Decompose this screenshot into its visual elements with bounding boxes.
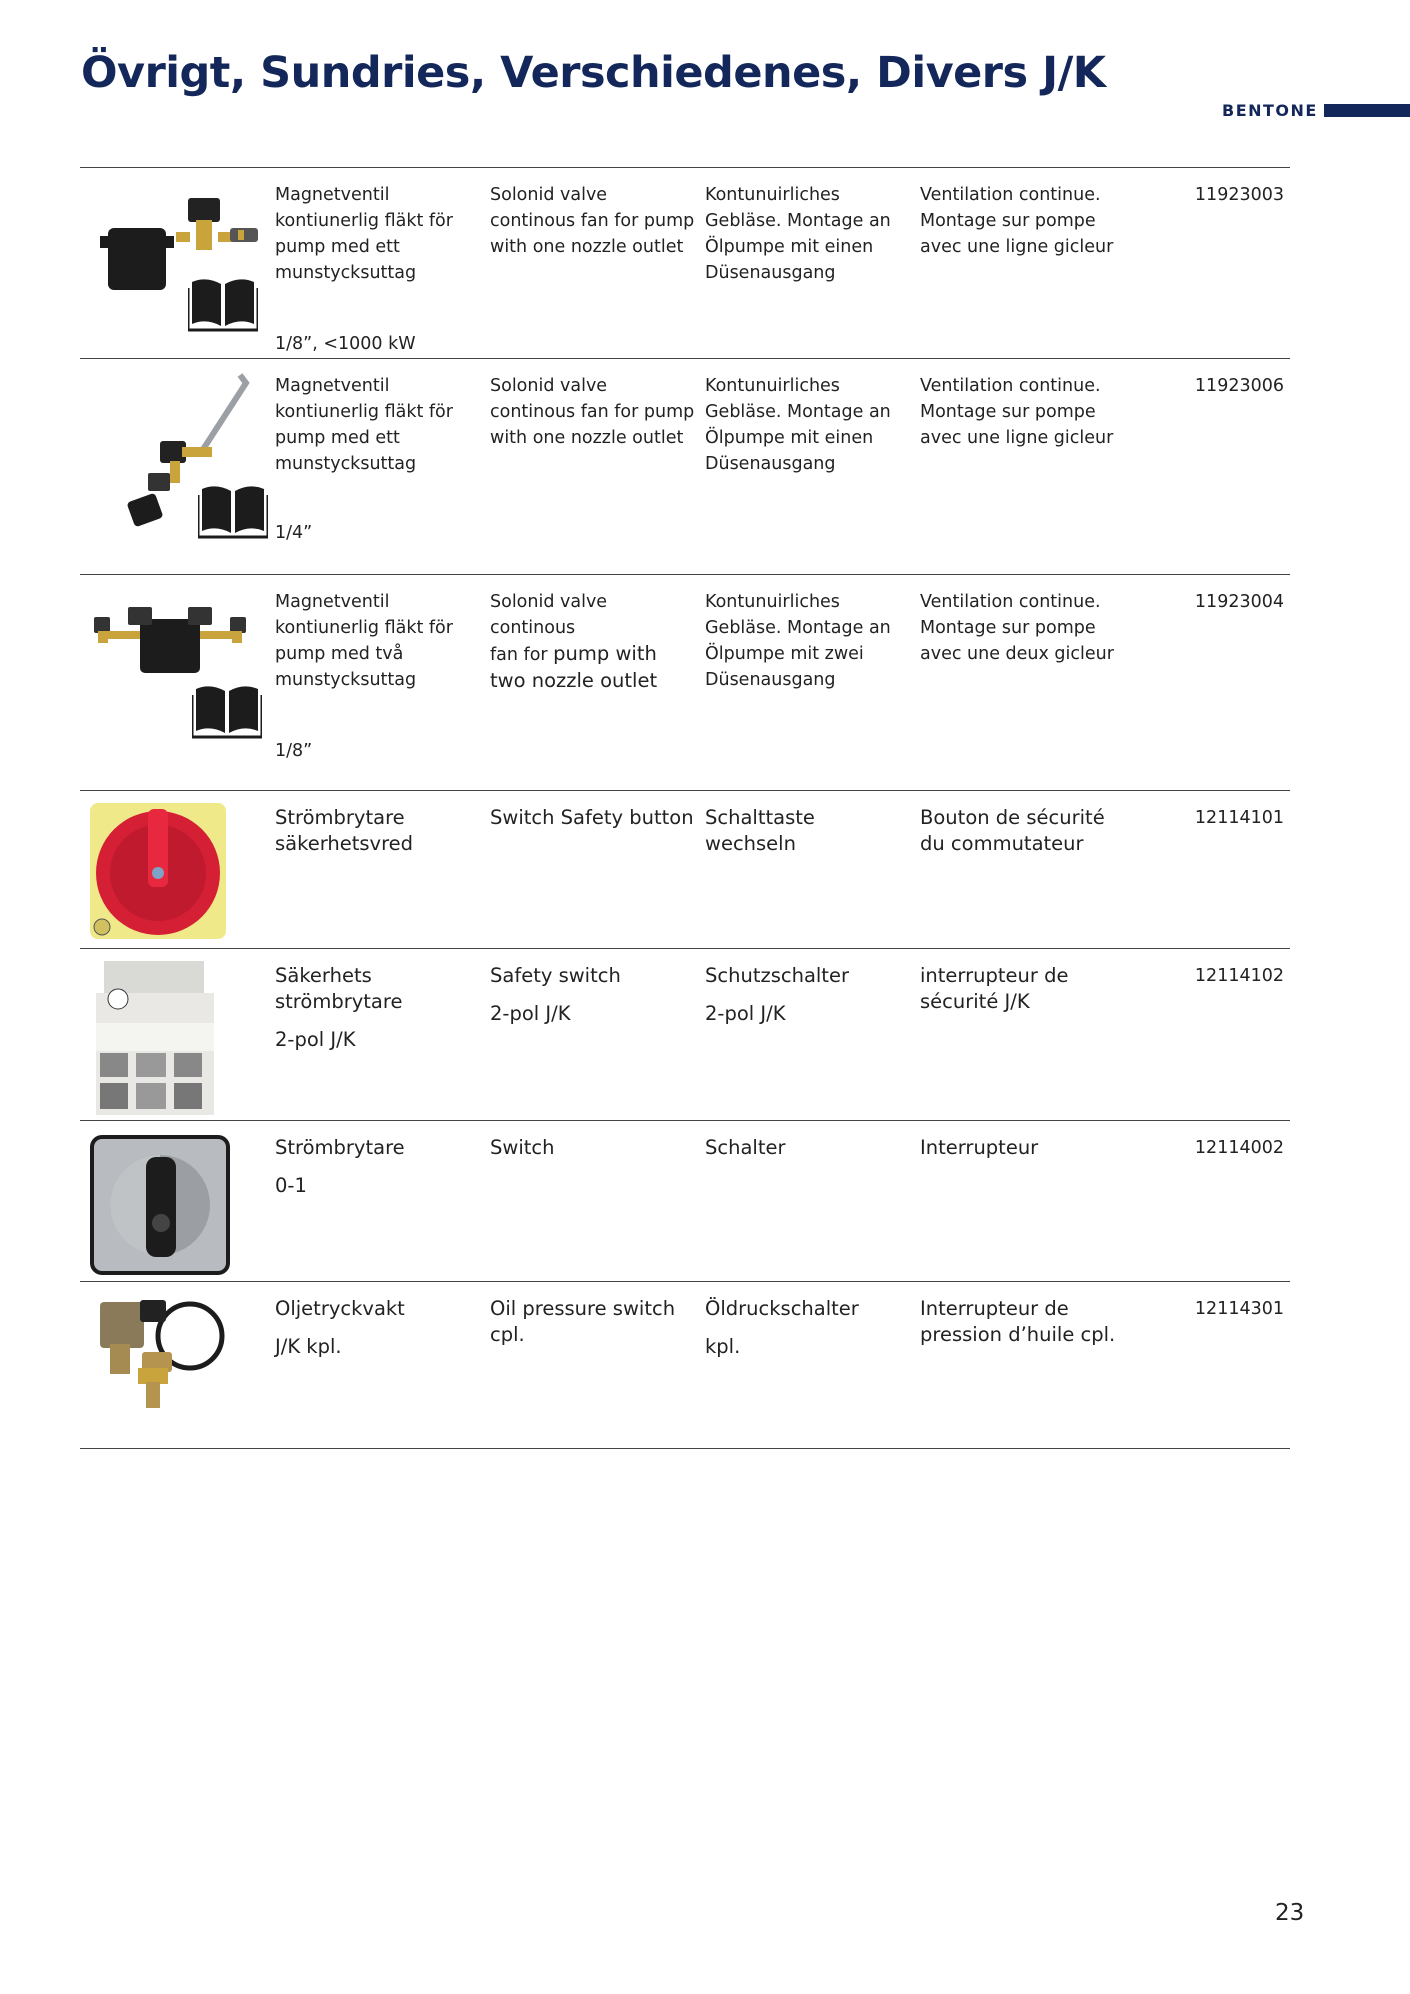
desc-sv: Magnetventil kontiunerlig fläkt för pump med ett munstycksuttag (275, 185, 453, 283)
desc-en: Switch Safety button (490, 806, 694, 829)
desc-fr: Interrupteur (920, 1136, 1039, 1159)
article-number: 12114101 (1194, 808, 1284, 828)
desc-en-part-b: pump with two nozzle outlet (490, 642, 658, 692)
desc-sv: Strömbrytare säkerhetsvred (275, 806, 414, 855)
desc-sv (275, 963, 480, 1053)
desc-de-sub: 2-pol J/K (705, 1002, 786, 1025)
desc-en-sub: 2-pol J/K (490, 1002, 571, 1025)
page-number: 23 (1275, 1900, 1305, 1926)
safety-switch-icon (90, 957, 255, 1107)
manual-book-icon (188, 276, 258, 332)
rotary-switch-icon (90, 1135, 255, 1285)
desc-en-part-a: fan for (490, 645, 554, 665)
desc-fr: Ventilation continue. Montage sur pompe avec une ligne gicleur (920, 376, 1114, 448)
article-number: 11923004 (1194, 592, 1284, 612)
desc-sv-sub: 2-pol J/K (275, 1028, 356, 1051)
desc-de-main: Schutzschalter (705, 964, 849, 987)
desc-sv-sub: J/K kpl. (275, 1335, 342, 1358)
table-row (80, 1120, 1290, 1281)
desc-sv (275, 1135, 480, 1199)
table-row (80, 358, 1290, 574)
article-number: 12114102 (1194, 966, 1284, 986)
desc-de: Kontunuirliches Gebläse. Montage an Ölpumpe mit zwei Düsenausgang (705, 592, 891, 690)
brand-tag (1222, 100, 1410, 120)
oil-pressure-switch-icon (90, 1296, 255, 1446)
brand-label: BENTONE (1222, 100, 1318, 120)
desc-sv-main: Oljetryckvakt (275, 1297, 405, 1320)
product-table (80, 167, 1290, 1449)
desc-fr: Interrupteur de pression d’huile cpl. (920, 1297, 1116, 1346)
desc-de-main: Öldruckschalter (705, 1297, 859, 1320)
desc-en: Solonid valve continous fan for pump with one nozzle outlet (490, 376, 695, 448)
size-note: 1/4” (275, 523, 313, 543)
table-row (80, 948, 1290, 1120)
red-rotary-switch-icon (90, 803, 255, 953)
desc-fr: Ventilation continue. Montage sur pompe avec une ligne gicleur (920, 185, 1114, 257)
manual-book-icon (192, 683, 262, 739)
desc-sv: Magnetventil kontiunerlig fläkt för pump med ett munstycksuttag (275, 376, 453, 474)
table-row (80, 1281, 1290, 1449)
desc-fr: Bouton de sécurité du commutateur (920, 806, 1105, 855)
table-row (80, 790, 1290, 948)
desc-de: Schalter (705, 1136, 786, 1159)
article-number: 11923003 (1194, 185, 1284, 205)
size-note: 1/8” (275, 741, 313, 761)
brand-bar (1324, 104, 1410, 117)
article-number: 11923006 (1194, 376, 1284, 396)
desc-en: Oil pressure switch cpl. (490, 1297, 676, 1346)
desc-en: Solonid valve continous fan for pump with one nozzle outlet (490, 185, 695, 257)
desc-sv: Magnetventil kontiunerlig fläkt för pump med två munstycksuttag (275, 592, 453, 690)
size-note: 1/8”, <1000 kW (275, 334, 416, 354)
desc-sv-main: Säkerhets strömbrytare (275, 964, 403, 1013)
article-number: 12114002 (1194, 1138, 1284, 1158)
desc-de: Schalttaste wechseln (705, 806, 815, 855)
desc-de (705, 1296, 910, 1360)
table-row (80, 167, 1290, 358)
manual-book-icon (198, 483, 268, 539)
desc-en-main: Safety switch (490, 964, 621, 987)
page-title: Övrigt, Sundries, Verschiedenes, Divers J/K (81, 48, 1106, 98)
desc-de: Kontunuirliches Gebläse. Montage an Ölpumpe mit einen Düsenausgang (705, 185, 891, 283)
article-number: 12114301 (1194, 1299, 1284, 1319)
desc-fr: Ventilation continue. Montage sur pompe avec une deux gicleur (920, 592, 1114, 664)
desc-de (705, 963, 910, 1027)
desc-sv-main: Strömbrytare (275, 1136, 405, 1159)
desc-fr: interrupteur de sécurité J/K (920, 964, 1069, 1013)
desc-de: Kontunuirliches Gebläse. Montage an Ölpumpe mit einen Düsenausgang (705, 376, 891, 474)
desc-sv (275, 1296, 480, 1360)
desc-sv-sub: 0-1 (275, 1174, 307, 1197)
desc-en (490, 589, 695, 695)
desc-en (490, 963, 695, 1027)
desc-en: Switch (490, 1136, 555, 1159)
table-row (80, 574, 1290, 790)
desc-en-lead: Solonid valve continous (490, 592, 608, 638)
desc-de-sub: kpl. (705, 1335, 741, 1358)
